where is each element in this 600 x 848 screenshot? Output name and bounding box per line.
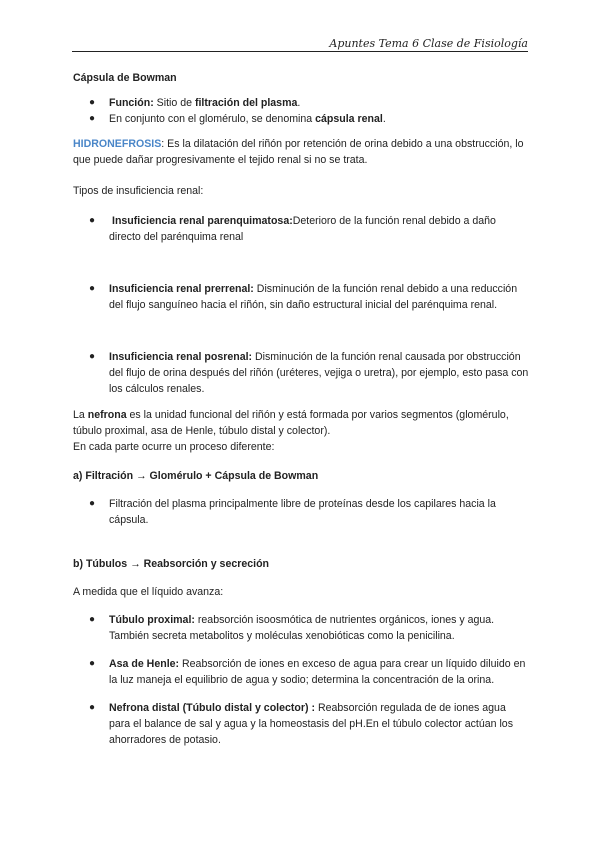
list-item [73, 656, 529, 688]
bullet-icon: ● [89, 215, 96, 226]
bullet-icon: ● [89, 614, 96, 625]
tubulos-list [73, 612, 529, 748]
list-item [73, 213, 529, 245]
hidronefrosis-paragraph [73, 136, 529, 168]
item-label: Túbulo proximal: [109, 614, 195, 626]
paragraph-text: : Es la dilatación del riñón por retención de orina debido a una obstrucción, lo que puede dañar progresivamente el tejido renal si no se trata. [73, 138, 524, 166]
tipos-intro: Tipos de insuficiencia renal: [73, 185, 204, 197]
item-text: Filtración del plasma principalmente libre de proteínas desde los capilares hacia la cápsula. [109, 498, 496, 526]
item-text: . [382, 113, 386, 125]
tubulos-intro: A medida que el líquido avanza: [73, 586, 224, 598]
list-item [73, 111, 529, 127]
item-label: Asa de Henle: [109, 658, 180, 670]
paragraph-text: es la unidad funcional del riñón y está formada por varios segmentos (glomérulo, túbulo proximal, asa de Henle, túbulo distal y colector). [73, 409, 509, 437]
bullet-icon: ● [89, 113, 96, 124]
bullet-icon: ● [89, 498, 96, 509]
paragraph-text: En cada parte ocurre un proceso diferente: [73, 441, 275, 453]
nefrona-paragraph [73, 407, 529, 455]
bullet-icon: ● [89, 351, 96, 362]
item-label: Nefrona distal (Túbulo distal y colector) : [109, 702, 316, 714]
highlight-term: HIDRONEFROSIS [73, 138, 162, 150]
list-item [73, 349, 529, 397]
bullet-icon: ● [89, 702, 96, 713]
item-label: Insuficiencia renal posrenal: [109, 351, 253, 363]
bowman-list [73, 95, 529, 127]
paragraph-text: La [73, 409, 88, 421]
item-label: Insuficiencia renal parenquimatosa: [112, 215, 293, 227]
item-text: Deterioro de la función renal debido a daño directo del parénquima renal [109, 215, 496, 243]
filtracion-list [73, 496, 529, 528]
item-text: Disminución de la función renal causada por obstrucción del flujo de orina después del riñón (uréteres, vejiga o uretra), por ejemplo, esto pasa con los cálculos renales. [109, 351, 529, 395]
bullet-icon: ● [89, 283, 96, 294]
tipos-list [73, 213, 529, 397]
section-title-filtracion: a) Filtración → Glomérulo + Cápsula de Bowman [73, 470, 319, 482]
list-item [73, 281, 529, 313]
list-item [73, 612, 529, 644]
paragraph-emphasis: nefrona [87, 409, 127, 421]
item-text: reabsorción isoosmótica de nutrientes orgánicos, iones y agua. También secreta metabolitos y moléculas xenobióticas como la penicilina. [109, 614, 495, 642]
bullet-icon: ● [89, 658, 96, 669]
header-divider [72, 51, 528, 52]
document-body [73, 70, 529, 748]
section-title-tubulos: b) Túbulos → Reabsorción y secreción [73, 558, 270, 570]
item-text: Reabsorción de iones en exceso de agua para crear un líquido diluido en la luz maneja el equilibrio de agua y sodio; determina la concentración de la orina. [109, 658, 526, 686]
list-item [73, 95, 529, 111]
bullet-icon: ● [89, 97, 96, 108]
item-label: Insuficiencia renal prerrenal: [109, 283, 254, 295]
item-text: Disminución de la función renal debido a una reducción del flujo sanguíneo hacia el riñón, sin daño estructural inicial del parénquima renal. [109, 283, 518, 311]
item-text: Sitio de [153, 97, 195, 109]
section-title-bowman: Cápsula de Bowman [73, 72, 177, 84]
item-text: . [297, 97, 301, 109]
page-header: Apuntes Tema 6 Clase de Fisiología [329, 37, 528, 50]
item-emphasis: cápsula renal [315, 113, 383, 125]
item-label: Función: [109, 97, 154, 109]
list-item [73, 700, 529, 748]
item-text: En conjunto con el glomérulo, se denomina [109, 113, 316, 125]
item-emphasis: filtración del plasma [194, 97, 298, 109]
item-text: Reabsorción regulada de de iones agua para el balance de sal y agua y la homeostasis del pH.En el túbulo colector actúan los ahorradores de potasio. [109, 702, 513, 746]
list-item [73, 496, 529, 528]
